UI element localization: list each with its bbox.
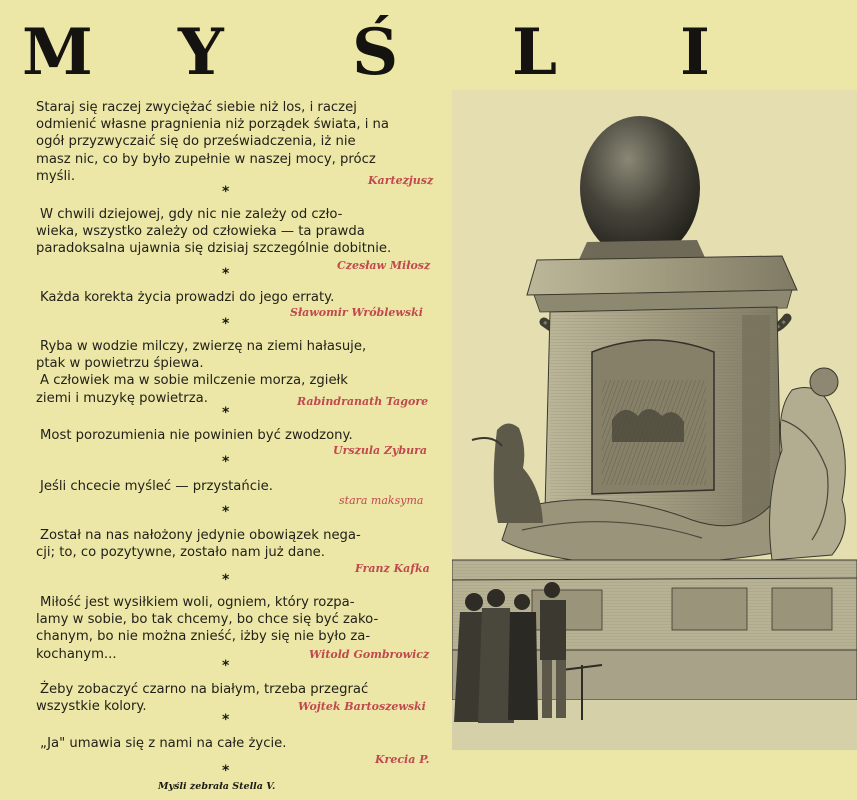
- quote-line: „Ja" umawia się z nami na całe życie.: [40, 736, 287, 751]
- separator-star: *: [222, 184, 230, 200]
- quote-line: Ryba w wodzie milczy, zwierzę na ziemi hałasuje,: [40, 339, 367, 354]
- compiler-credit: Myśli zebrała Stella V.: [158, 781, 276, 792]
- quote-text: [36, 527, 444, 561]
- man-head: [514, 594, 530, 610]
- separator-star: *: [222, 266, 230, 282]
- quote-text: [36, 206, 444, 258]
- pedestal-cornice: [527, 256, 797, 295]
- quote-author: Witold Gombrowicz: [309, 648, 430, 661]
- quote-line: ogół przyzwyczaić się do przeświadczenia, iż nie: [36, 134, 356, 150]
- title-letter-y: Y: [178, 15, 224, 90]
- quote-line: W chwili dziejowej, gdy nic nie zależy od czło-: [40, 207, 343, 222]
- quote-line: ziemi i muzykę powietrza.: [36, 390, 208, 406]
- man-head: [487, 589, 505, 607]
- quote-text: [36, 99, 444, 185]
- quote-line: Staraj się raczej zwyciężać siebie niż los, i raczej: [36, 100, 357, 115]
- quote-line: Został na nas nałożony jedynie obowiązek nega-: [40, 528, 361, 543]
- quote-line: masz nic, co by było zupełnie w naszej mocy, prócz: [36, 151, 376, 167]
- quote-line: paradoksalna ujawnia się dzisiaj szczególnie dobitnie.: [36, 241, 392, 257]
- separator-star: *: [222, 405, 230, 421]
- man-vest: [540, 600, 566, 660]
- quote-text: [36, 427, 444, 444]
- quote-line: kochanym...: [36, 646, 117, 662]
- title-letter-i: I: [680, 15, 710, 90]
- quote-author: Czesław Miłosz: [337, 259, 431, 272]
- quote-line: Miłość jest wysiłkiem woli, ogniem, który rozpa-: [40, 595, 355, 610]
- separator-star: *: [222, 712, 230, 728]
- relief-figures: [612, 409, 684, 442]
- quote-author: Rabindranath Tagore: [297, 395, 429, 408]
- quote-text: [36, 478, 444, 495]
- separator-star: *: [222, 504, 230, 520]
- right-figure-head: [810, 368, 838, 396]
- title-letter-l: L: [512, 15, 557, 90]
- quote-line: Most porozumienia nie powinien być zwodzony.: [40, 428, 353, 443]
- separator-star: *: [222, 316, 230, 332]
- quote-line: ptak w powietrzu śpiewa.: [36, 356, 204, 372]
- quote-line: cji; to, co pozytywne, zostało nam już dane.: [36, 545, 325, 561]
- quote-line: wieka, wszystko zależy od człowieka — ta prawda: [36, 224, 365, 240]
- separator-star: *: [222, 658, 230, 674]
- quote-line: myśli.: [36, 168, 76, 184]
- man-head: [544, 582, 560, 598]
- quote-line: Żeby zobaczyć czarno na białym, trzeba przegrać: [40, 682, 369, 697]
- quote-author: Kartezjusz: [368, 174, 434, 187]
- quote-line: odmienić własne pragnienia niż porządek świata, i na: [36, 117, 389, 133]
- separator-star: *: [222, 572, 230, 588]
- egg-monument-illustration: [452, 90, 857, 750]
- base-panel: [672, 588, 747, 630]
- separator-star: *: [222, 763, 230, 779]
- title-letter-s-acute: Ś: [352, 15, 399, 90]
- separator-star: *: [222, 454, 230, 470]
- quote-line: wszystkie kolory.: [36, 699, 147, 715]
- quote-line: lamy w sobie, bo tak chcemy, bo chce się być zako-: [36, 612, 379, 628]
- quote-line: A człowiek ma w sobie milczenie morza, zgiełk: [40, 373, 348, 389]
- quote-author: Wojtek Bartoszewski: [298, 700, 426, 713]
- quote-author: Urszula Zybura: [333, 444, 427, 457]
- quote-author: stara maksyma: [339, 494, 424, 507]
- quote-author: Krecia P.: [375, 753, 430, 766]
- quote-line: Jeśli chcecie myśleć — przystańcie.: [40, 479, 273, 494]
- man-coat: [508, 612, 538, 720]
- quote-text: [36, 735, 444, 752]
- man-head: [465, 593, 483, 611]
- quote-author: Sławomir Wróblewski: [290, 306, 423, 319]
- egg-shape: [580, 116, 700, 260]
- quote-author: Franz Kafka: [355, 562, 430, 575]
- quote-line: chanym, bo nie można znieść, iżby się nie było za-: [36, 629, 371, 645]
- base-panel: [772, 588, 832, 630]
- title-letter-m: M: [22, 15, 93, 90]
- quote-line: Każda korekta życia prowadzi do jego erraty.: [40, 290, 335, 305]
- quote-text: [36, 289, 444, 306]
